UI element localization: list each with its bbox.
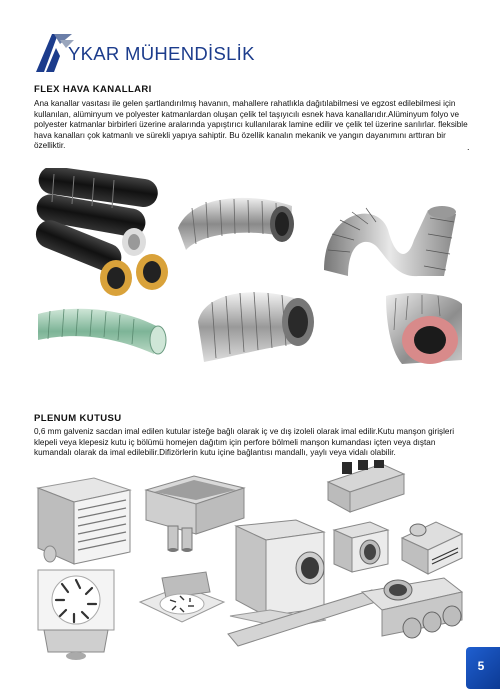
section-title-plenum-box: PLENUM KUTUSU	[34, 413, 122, 424]
multi-outlet-plenum-image	[222, 570, 466, 650]
company-logo	[34, 30, 255, 74]
green-flex-duct-image	[34, 298, 172, 360]
ceiling-swirl-diffuser-image	[136, 568, 228, 630]
section-title-flex-ducts: FLEX HAVA KANALLARI	[34, 84, 152, 95]
slot-plenum-box-image	[398, 516, 466, 578]
swirl-diffuser-plenum-image	[34, 566, 118, 662]
plenum-box-with-grille-image	[34, 468, 134, 568]
aluminum-flex-duct-image	[194, 282, 318, 366]
insulated-pink-core-duct-image	[382, 290, 466, 368]
page-number-tab	[466, 647, 500, 689]
plenum-box-description: 0,6 mm galveniz sacdan imal edilen kutular isteğe bağlı olarak iç ve dış izoleli olarak imal edilir.Kutu manşon girişleri klepeli veya klepesiz kutu iç bölümü homejen dağıtım için perfore bölmeli manşon kumandası içten veya dıştan kumandalı olarak da imal edilebilir.Difizörlerin kutu içine bağlantısı mandallı, yaylı veya vidalı olabilir.	[34, 427, 455, 458]
trailing-mark: .	[467, 142, 470, 152]
linear-plenum-box-image	[324, 460, 406, 518]
aluminum-flex-duct-coil-image	[172, 188, 300, 256]
semi-rigid-aluminum-duct-image	[318, 190, 466, 278]
small-plenum-box-image	[330, 516, 392, 578]
flex-ducts-description: Ana kanallar vasıtası ile gelen şartlandırılmış havanın, mahallere rahatlıkla dağıtılabilmesi ve egzost edilebilmesi için kullanılan, alüminyum ve polyester katmanlardan oluşan çelik tel taşıyıcılı esnek hava kanallarıdır.Alüminyum folyo ve polyester katmanlar birbirleri üzerine aralarında yapıştırıcı kullanılarak lamine edilir ve çelik tel üzerine sarılırlar. fleksible hava kanalları çok katmanlı ve sürekli yapıya sahiptir. Bu özellik kanalın mekanik ve yangın dayanımını arttıran bir özelliktir.	[34, 99, 468, 151]
page-number: 5	[477, 659, 485, 673]
black-insulated-flex-ducts-image	[34, 168, 176, 300]
company-name: YKAR MÜHENDİSLİK	[68, 43, 255, 64]
